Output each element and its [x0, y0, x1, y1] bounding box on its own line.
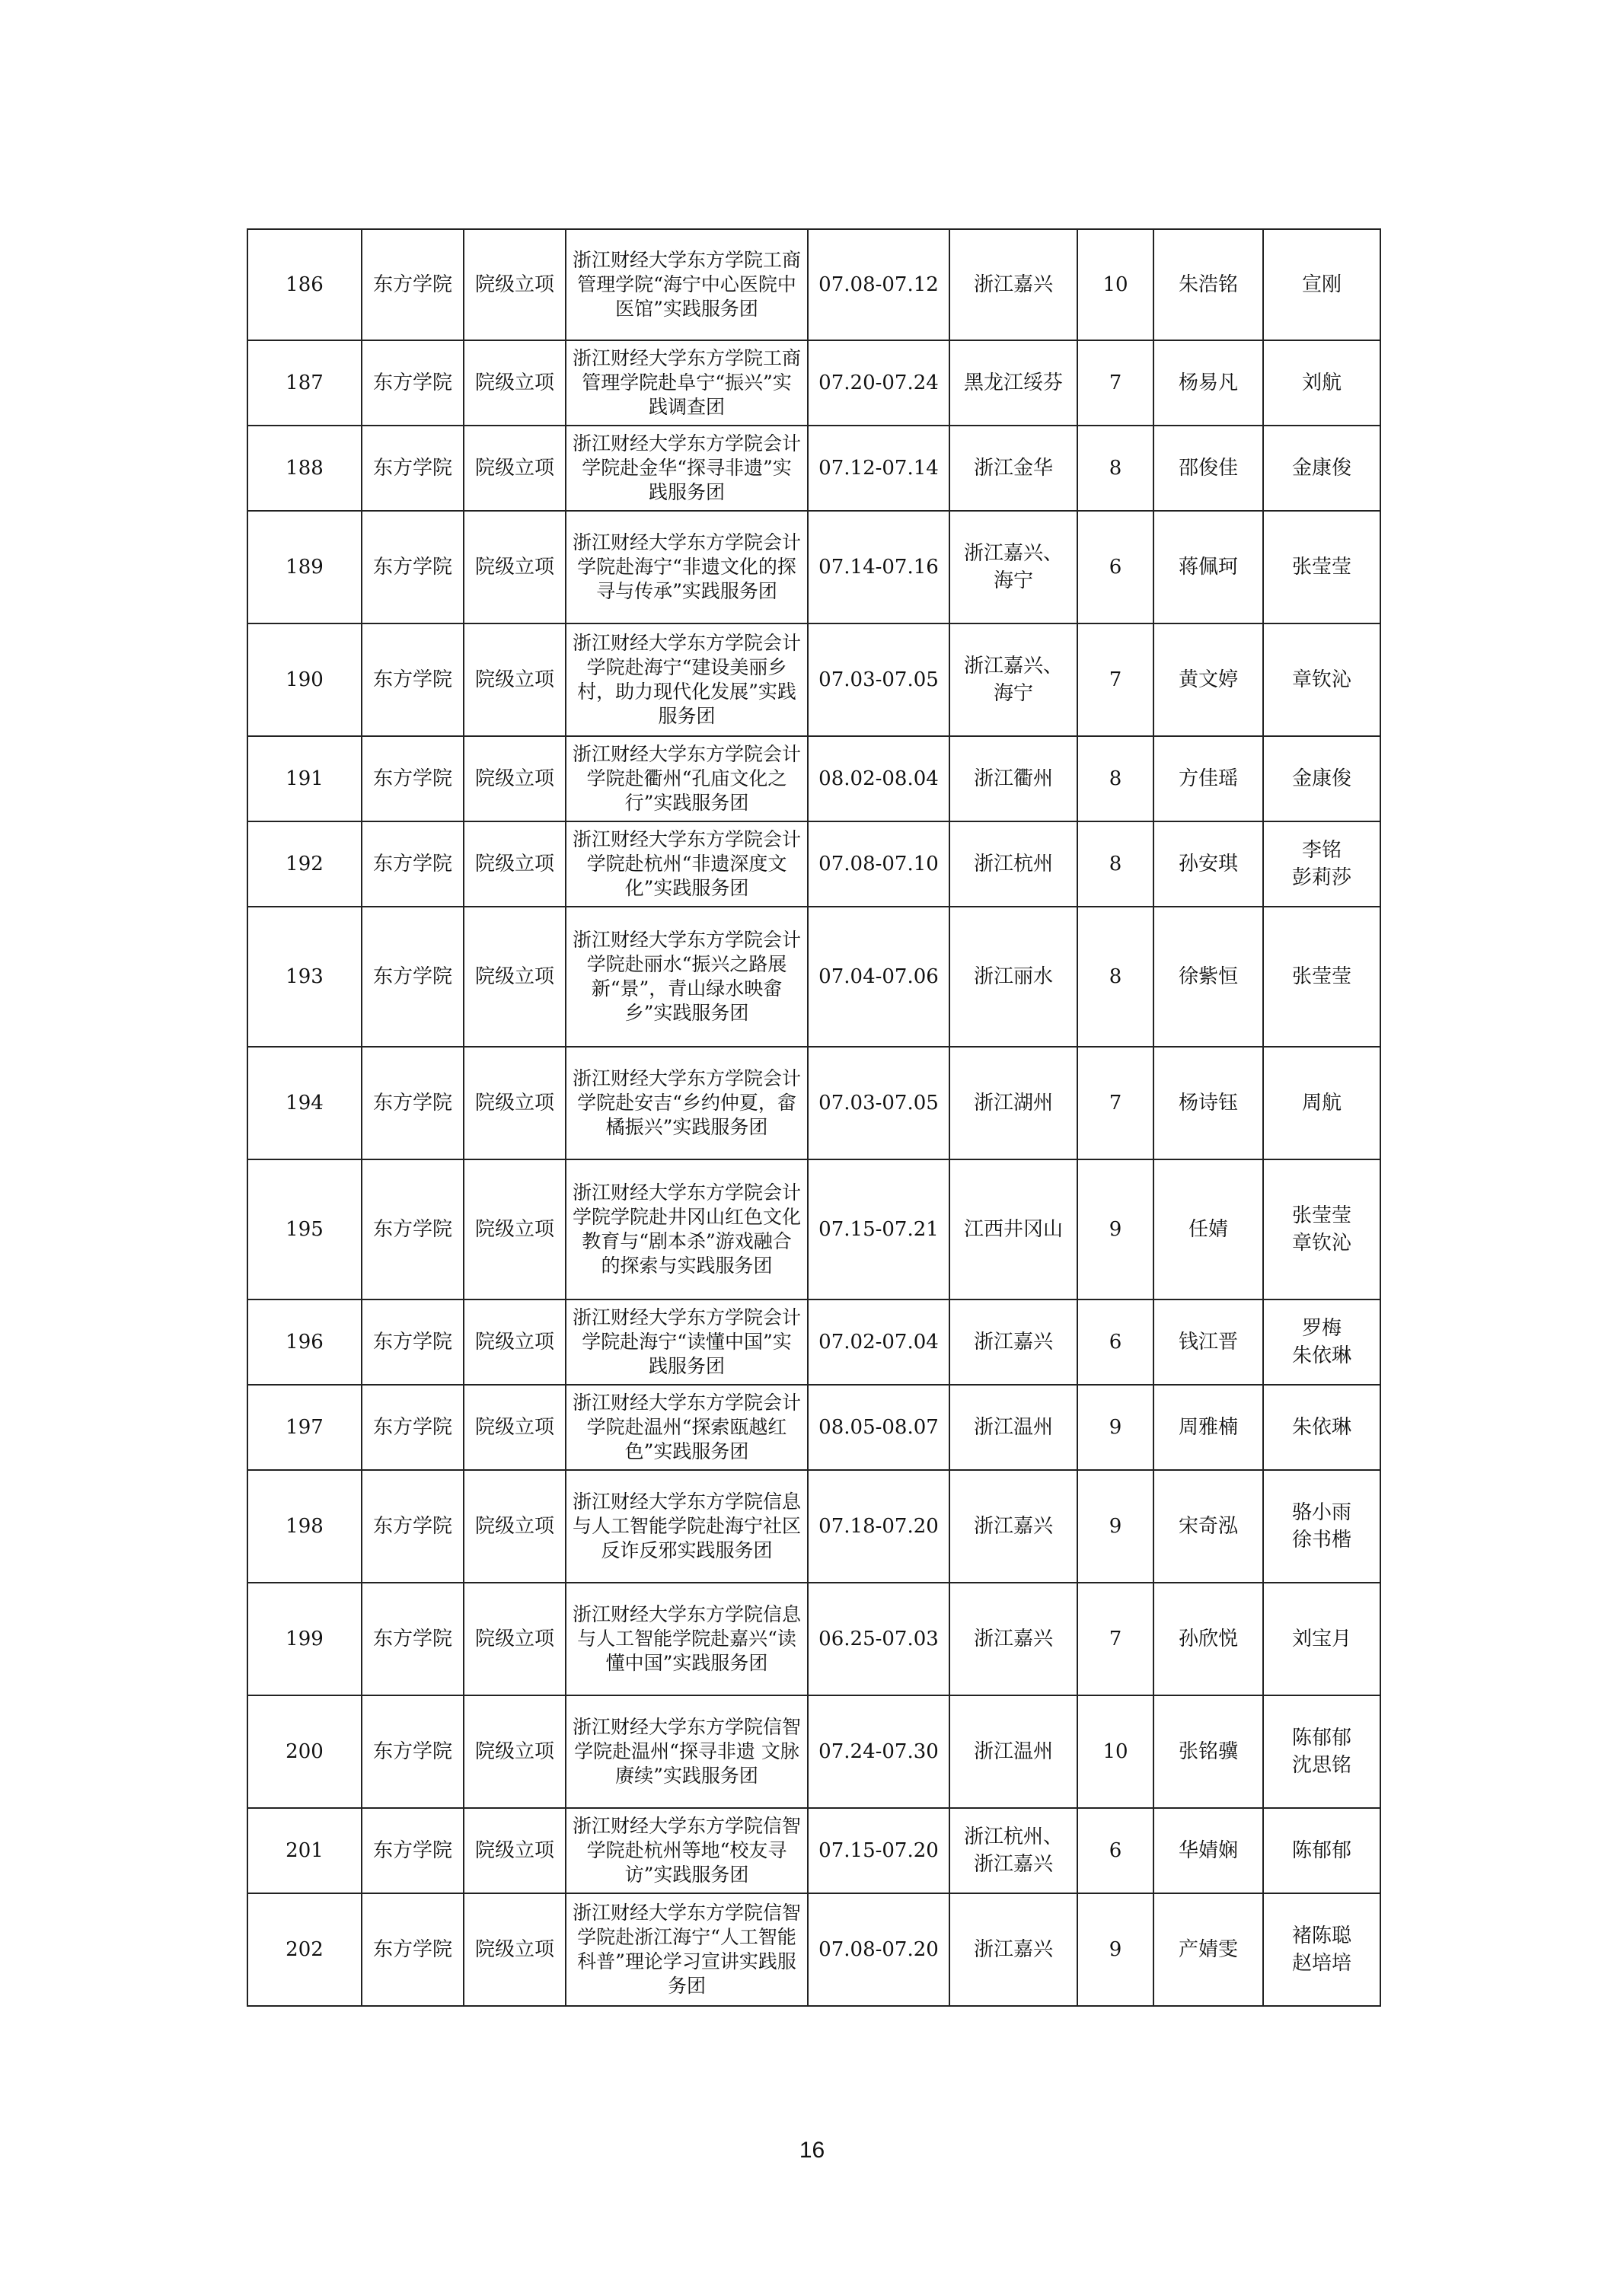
cell-teacher-line: 刘宝月: [1291, 1628, 1351, 1650]
cell-date: 07.15-07.21: [808, 1159, 949, 1299]
table-body: [247, 229, 1380, 2006]
cell-location: [949, 907, 1077, 1047]
cell-date: 08.05-08.07: [808, 1385, 949, 1470]
cell-date: 07.15-07.20: [808, 1808, 949, 1893]
cell-member-count: 9: [1077, 1385, 1153, 1470]
cell-location: [949, 426, 1077, 511]
cell-level: 院级立项: [464, 511, 566, 623]
cell-level: 院级立项: [464, 426, 566, 511]
cell-date: 06.25-07.03: [808, 1583, 949, 1695]
table-row: [247, 511, 1380, 623]
cell-member-count: 10: [1077, 1695, 1153, 1808]
cell-teacher-line: 金康俊: [1291, 767, 1351, 790]
cell-leader: 华婧娴: [1153, 1808, 1263, 1893]
page-number: 16: [799, 2138, 825, 2163]
cell-member-count: 10: [1077, 229, 1153, 340]
cell-project-name: 浙江财经大学东方学院会计学院赴安吉“乡约仲夏，畲橘振兴”实践服务团: [566, 1047, 808, 1159]
cell-college: 东方学院: [362, 426, 464, 511]
cell-leader: 孙欣悦: [1153, 1583, 1263, 1695]
cell-teacher-line: 沈思铭: [1291, 1754, 1351, 1777]
cell-college: 东方学院: [362, 907, 464, 1047]
cell-college: 东方学院: [362, 736, 464, 821]
cell-project-name: 浙江财经大学东方学院信息与人工智能学院赴海宁社区反诈反邪实践服务团: [566, 1470, 808, 1583]
cell-leader: 朱浩铭: [1153, 229, 1263, 340]
cell-location-line: 浙江衢州: [973, 767, 1053, 790]
cell-leader: 周雅楠: [1153, 1385, 1263, 1470]
cell-leader: 蒋佩珂: [1153, 511, 1263, 623]
cell-project-name: 浙江财经大学东方学院工商管理学院“海宁中心医院中医馆”实践服务团: [566, 229, 808, 340]
cell-number: 197: [247, 1385, 362, 1470]
cell-college: 东方学院: [362, 821, 464, 907]
cell-college: 东方学院: [362, 1299, 464, 1385]
table-row: [247, 1047, 1380, 1159]
cell-location: [949, 1893, 1077, 2006]
cell-number: 187: [247, 340, 362, 426]
cell-location-line: 浙江嘉兴: [973, 1628, 1053, 1650]
cell-location: [949, 1583, 1077, 1695]
cell-number: 194: [247, 1047, 362, 1159]
cell-location-line: 浙江嘉兴: [973, 1515, 1053, 1538]
cell-member-count: 9: [1077, 1470, 1153, 1583]
cell-level: 院级立项: [464, 1159, 566, 1299]
cell-date: 08.02-08.04: [808, 736, 949, 821]
cell-date: 07.14-07.16: [808, 511, 949, 623]
cell-location: [949, 1299, 1077, 1385]
cell-teacher-line: 朱依琳: [1291, 1344, 1351, 1367]
cell-number: 198: [247, 1470, 362, 1583]
cell-number: 192: [247, 821, 362, 907]
cell-number: 200: [247, 1695, 362, 1808]
cell-location: [949, 821, 1077, 907]
cell-member-count: 9: [1077, 1159, 1153, 1299]
cell-level: 院级立项: [464, 1385, 566, 1470]
cell-teacher-line: 徐书楷: [1291, 1529, 1351, 1551]
cell-number: 188: [247, 426, 362, 511]
cell-location-line: 浙江嘉兴: [973, 273, 1053, 296]
cell-teacher-line: 宣刚: [1301, 273, 1342, 296]
cell-leader: 杨诗钰: [1153, 1047, 1263, 1159]
cell-member-count: 6: [1077, 1299, 1153, 1385]
cell-teacher: [1263, 1047, 1380, 1159]
table-row: [247, 1159, 1380, 1299]
cell-level: 院级立项: [464, 623, 566, 736]
cell-teacher-line: 张莹莹: [1291, 556, 1351, 579]
project-table: [247, 228, 1381, 2007]
cell-college: 东方学院: [362, 229, 464, 340]
cell-member-count: 8: [1077, 736, 1153, 821]
cell-leader: 张铭骥: [1153, 1695, 1263, 1808]
cell-project-name: 浙江财经大学东方学院信息与人工智能学院赴嘉兴“读懂中国”实践服务团: [566, 1583, 808, 1695]
cell-location: [949, 1047, 1077, 1159]
cell-teacher: [1263, 907, 1380, 1047]
cell-teacher: [1263, 340, 1380, 426]
cell-leader: 孙安琪: [1153, 821, 1263, 907]
cell-number: 199: [247, 1583, 362, 1695]
cell-level: 院级立项: [464, 1470, 566, 1583]
cell-project-name: 浙江财经大学东方学院会计学院学院赴井冈山红色文化教育与“剧本杀”游戏融合的探索与实践服务团: [566, 1159, 808, 1299]
cell-project-name: 浙江财经大学东方学院会计学院赴温州“探索瓯越红色”实践服务团: [566, 1385, 808, 1470]
cell-level: 院级立项: [464, 907, 566, 1047]
cell-teacher-line: 刘航: [1301, 372, 1342, 394]
cell-leader: 黄文婷: [1153, 623, 1263, 736]
cell-member-count: 7: [1077, 340, 1153, 426]
cell-college: 东方学院: [362, 1695, 464, 1808]
cell-college: 东方学院: [362, 511, 464, 623]
cell-location: [949, 1695, 1077, 1808]
cell-teacher-line: 骆小雨: [1291, 1501, 1351, 1524]
cell-date: 07.08-07.10: [808, 821, 949, 907]
cell-teacher-line: 陈郁郁: [1291, 1839, 1351, 1862]
cell-date: 07.08-07.20: [808, 1893, 949, 2006]
cell-location-line: 浙江嘉兴: [973, 1331, 1053, 1354]
cell-date: 07.02-07.04: [808, 1299, 949, 1385]
table-row: [247, 426, 1380, 511]
cell-project-name: 浙江财经大学东方学院会计学院赴海宁“非遗文化的探寻与传承”实践服务团: [566, 511, 808, 623]
cell-date: 07.08-07.12: [808, 229, 949, 340]
cell-level: 院级立项: [464, 1695, 566, 1808]
cell-location-line: 浙江湖州: [973, 1092, 1053, 1115]
cell-teacher-line: 章钦沁: [1291, 668, 1351, 691]
cell-location: [949, 1470, 1077, 1583]
cell-college: 东方学院: [362, 1159, 464, 1299]
cell-level: 院级立项: [464, 821, 566, 907]
cell-teacher-line: 陈郁郁: [1291, 1727, 1351, 1749]
cell-location: [949, 1159, 1077, 1299]
table-row: [247, 1893, 1380, 2006]
cell-number: 191: [247, 736, 362, 821]
cell-member-count: 6: [1077, 511, 1153, 623]
cell-location-line: 浙江丽水: [973, 965, 1053, 988]
cell-teacher: [1263, 1893, 1380, 2006]
cell-teacher-line: 张莹莹: [1291, 1204, 1351, 1227]
table-row: [247, 1695, 1380, 1808]
cell-level: 院级立项: [464, 1047, 566, 1159]
cell-location: [949, 511, 1077, 623]
cell-number: 196: [247, 1299, 362, 1385]
cell-leader: 邵俊佳: [1153, 426, 1263, 511]
cell-teacher-line: 李铭: [1301, 839, 1342, 862]
cell-number: 195: [247, 1159, 362, 1299]
cell-date: 07.03-07.05: [808, 623, 949, 736]
cell-project-name: 浙江财经大学东方学院会计学院赴杭州“非遗深度文化”实践服务团: [566, 821, 808, 907]
cell-teacher: [1263, 1583, 1380, 1695]
cell-location-line: 浙江金华: [973, 457, 1053, 480]
table-row: [247, 623, 1380, 736]
cell-date: 07.20-07.24: [808, 340, 949, 426]
cell-date: 07.24-07.30: [808, 1695, 949, 1808]
table-row: [247, 229, 1380, 340]
cell-teacher-line: 罗梅: [1301, 1317, 1342, 1340]
table-row: [247, 1808, 1380, 1893]
cell-teacher: [1263, 1470, 1380, 1583]
cell-date: 07.18-07.20: [808, 1470, 949, 1583]
cell-date: 07.03-07.05: [808, 1047, 949, 1159]
cell-location-line: 浙江嘉兴、: [963, 655, 1063, 678]
cell-location-line: 浙江温州: [973, 1416, 1053, 1439]
cell-project-name: 浙江财经大学东方学院会计学院赴海宁“读懂中国”实践服务团: [566, 1299, 808, 1385]
cell-teacher: [1263, 1808, 1380, 1893]
cell-teacher: [1263, 736, 1380, 821]
table-row: [247, 1385, 1380, 1470]
table-row: [247, 736, 1380, 821]
cell-location-line: 海宁: [993, 682, 1033, 705]
cell-project-name: 浙江财经大学东方学院工商管理学院赴阜宁“振兴”实践调查团: [566, 340, 808, 426]
cell-location-line: 海宁: [993, 569, 1033, 592]
cell-leader: 钱江晋: [1153, 1299, 1263, 1385]
cell-location-line: 浙江嘉兴、: [963, 542, 1063, 565]
cell-level: 院级立项: [464, 1893, 566, 2006]
cell-leader: 杨易凡: [1153, 340, 1263, 426]
table-row: [247, 907, 1380, 1047]
cell-leader: 任婧: [1153, 1159, 1263, 1299]
cell-college: 东方学院: [362, 1385, 464, 1470]
cell-number: 201: [247, 1808, 362, 1893]
cell-level: 院级立项: [464, 340, 566, 426]
cell-location: [949, 229, 1077, 340]
cell-member-count: 9: [1077, 1893, 1153, 2006]
cell-college: 东方学院: [362, 623, 464, 736]
cell-teacher: [1263, 1385, 1380, 1470]
cell-teacher-line: 章钦沁: [1291, 1232, 1351, 1255]
cell-project-name: 浙江财经大学东方学院会计学院赴丽水“振兴之路展新“景”，青山绿水映畲乡”实践服务团: [566, 907, 808, 1047]
cell-project-name: 浙江财经大学东方学院信智学院赴杭州等地“校友寻访”实践服务团: [566, 1808, 808, 1893]
cell-project-name: 浙江财经大学东方学院信智学院赴温州“探寻非遗 文脉赓续”实践服务团: [566, 1695, 808, 1808]
cell-teacher: [1263, 1695, 1380, 1808]
cell-location: [949, 1808, 1077, 1893]
cell-location-line: 黑龙江绥芬: [963, 372, 1063, 394]
cell-teacher: [1263, 511, 1380, 623]
cell-member-count: 7: [1077, 1047, 1153, 1159]
cell-number: 190: [247, 623, 362, 736]
table-row: [247, 340, 1380, 426]
cell-location: [949, 1385, 1077, 1470]
cell-level: 院级立项: [464, 1299, 566, 1385]
table-row: [247, 1299, 1380, 1385]
cell-leader: 方佳瑶: [1153, 736, 1263, 821]
cell-location-line: 浙江杭州: [973, 853, 1053, 875]
cell-college: 东方学院: [362, 1047, 464, 1159]
cell-teacher: [1263, 1159, 1380, 1299]
cell-member-count: 8: [1077, 821, 1153, 907]
cell-number: 193: [247, 907, 362, 1047]
cell-leader: 宋奇泓: [1153, 1470, 1263, 1583]
cell-teacher: [1263, 623, 1380, 736]
cell-location: [949, 736, 1077, 821]
cell-location-line: 浙江温州: [973, 1740, 1053, 1763]
cell-project-name: 浙江财经大学东方学院会计学院赴金华“探寻非遗”实践服务团: [566, 426, 808, 511]
cell-location: [949, 340, 1077, 426]
cell-project-name: 浙江财经大学东方学院会计学院赴海宁“建设美丽乡村，助力现代化发展”实践服务团: [566, 623, 808, 736]
cell-leader: 产婧雯: [1153, 1893, 1263, 2006]
cell-leader: 徐紫恒: [1153, 907, 1263, 1047]
cell-number: 189: [247, 511, 362, 623]
cell-college: 东方学院: [362, 340, 464, 426]
cell-member-count: 7: [1077, 1583, 1153, 1695]
cell-member-count: 8: [1077, 907, 1153, 1047]
cell-college: 东方学院: [362, 1893, 464, 2006]
cell-teacher: [1263, 229, 1380, 340]
cell-location: [949, 623, 1077, 736]
cell-date: 07.12-07.14: [808, 426, 949, 511]
cell-date: 07.04-07.06: [808, 907, 949, 1047]
cell-teacher-line: 张莹莹: [1291, 965, 1351, 988]
table-row: [247, 1470, 1380, 1583]
cell-teacher: [1263, 1299, 1380, 1385]
cell-college: 东方学院: [362, 1470, 464, 1583]
cell-college: 东方学院: [362, 1583, 464, 1695]
cell-teacher-line: 周航: [1301, 1092, 1342, 1115]
cell-project-name: 浙江财经大学东方学院信智学院赴浙江海宁“人工智能科普”理论学习宣讲实践服务团: [566, 1893, 808, 2006]
cell-level: 院级立项: [464, 229, 566, 340]
cell-location-line: 江西井冈山: [963, 1218, 1063, 1241]
cell-member-count: 7: [1077, 623, 1153, 736]
cell-location-line: 浙江嘉兴: [973, 1938, 1053, 1961]
table-row: [247, 821, 1380, 907]
cell-level: 院级立项: [464, 736, 566, 821]
cell-teacher-line: 赵培培: [1291, 1952, 1351, 1975]
cell-location-line: 浙江杭州、: [963, 1826, 1063, 1848]
cell-level: 院级立项: [464, 1808, 566, 1893]
cell-teacher: [1263, 426, 1380, 511]
cell-location-line: 浙江嘉兴: [973, 1853, 1053, 1876]
cell-teacher-line: 彭莉莎: [1291, 866, 1351, 889]
cell-college: 东方学院: [362, 1808, 464, 1893]
cell-member-count: 6: [1077, 1808, 1153, 1893]
cell-teacher: [1263, 821, 1380, 907]
cell-level: 院级立项: [464, 1583, 566, 1695]
cell-member-count: 8: [1077, 426, 1153, 511]
cell-teacher-line: 褚陈聪: [1291, 1924, 1351, 1947]
cell-project-name: 浙江财经大学东方学院会计学院赴衢州“孔庙文化之行”实践服务团: [566, 736, 808, 821]
cell-number: 202: [247, 1893, 362, 2006]
cell-number: 186: [247, 229, 362, 340]
cell-teacher-line: 朱依琳: [1291, 1416, 1351, 1439]
table-row: [247, 1583, 1380, 1695]
cell-teacher-line: 金康俊: [1291, 457, 1351, 480]
